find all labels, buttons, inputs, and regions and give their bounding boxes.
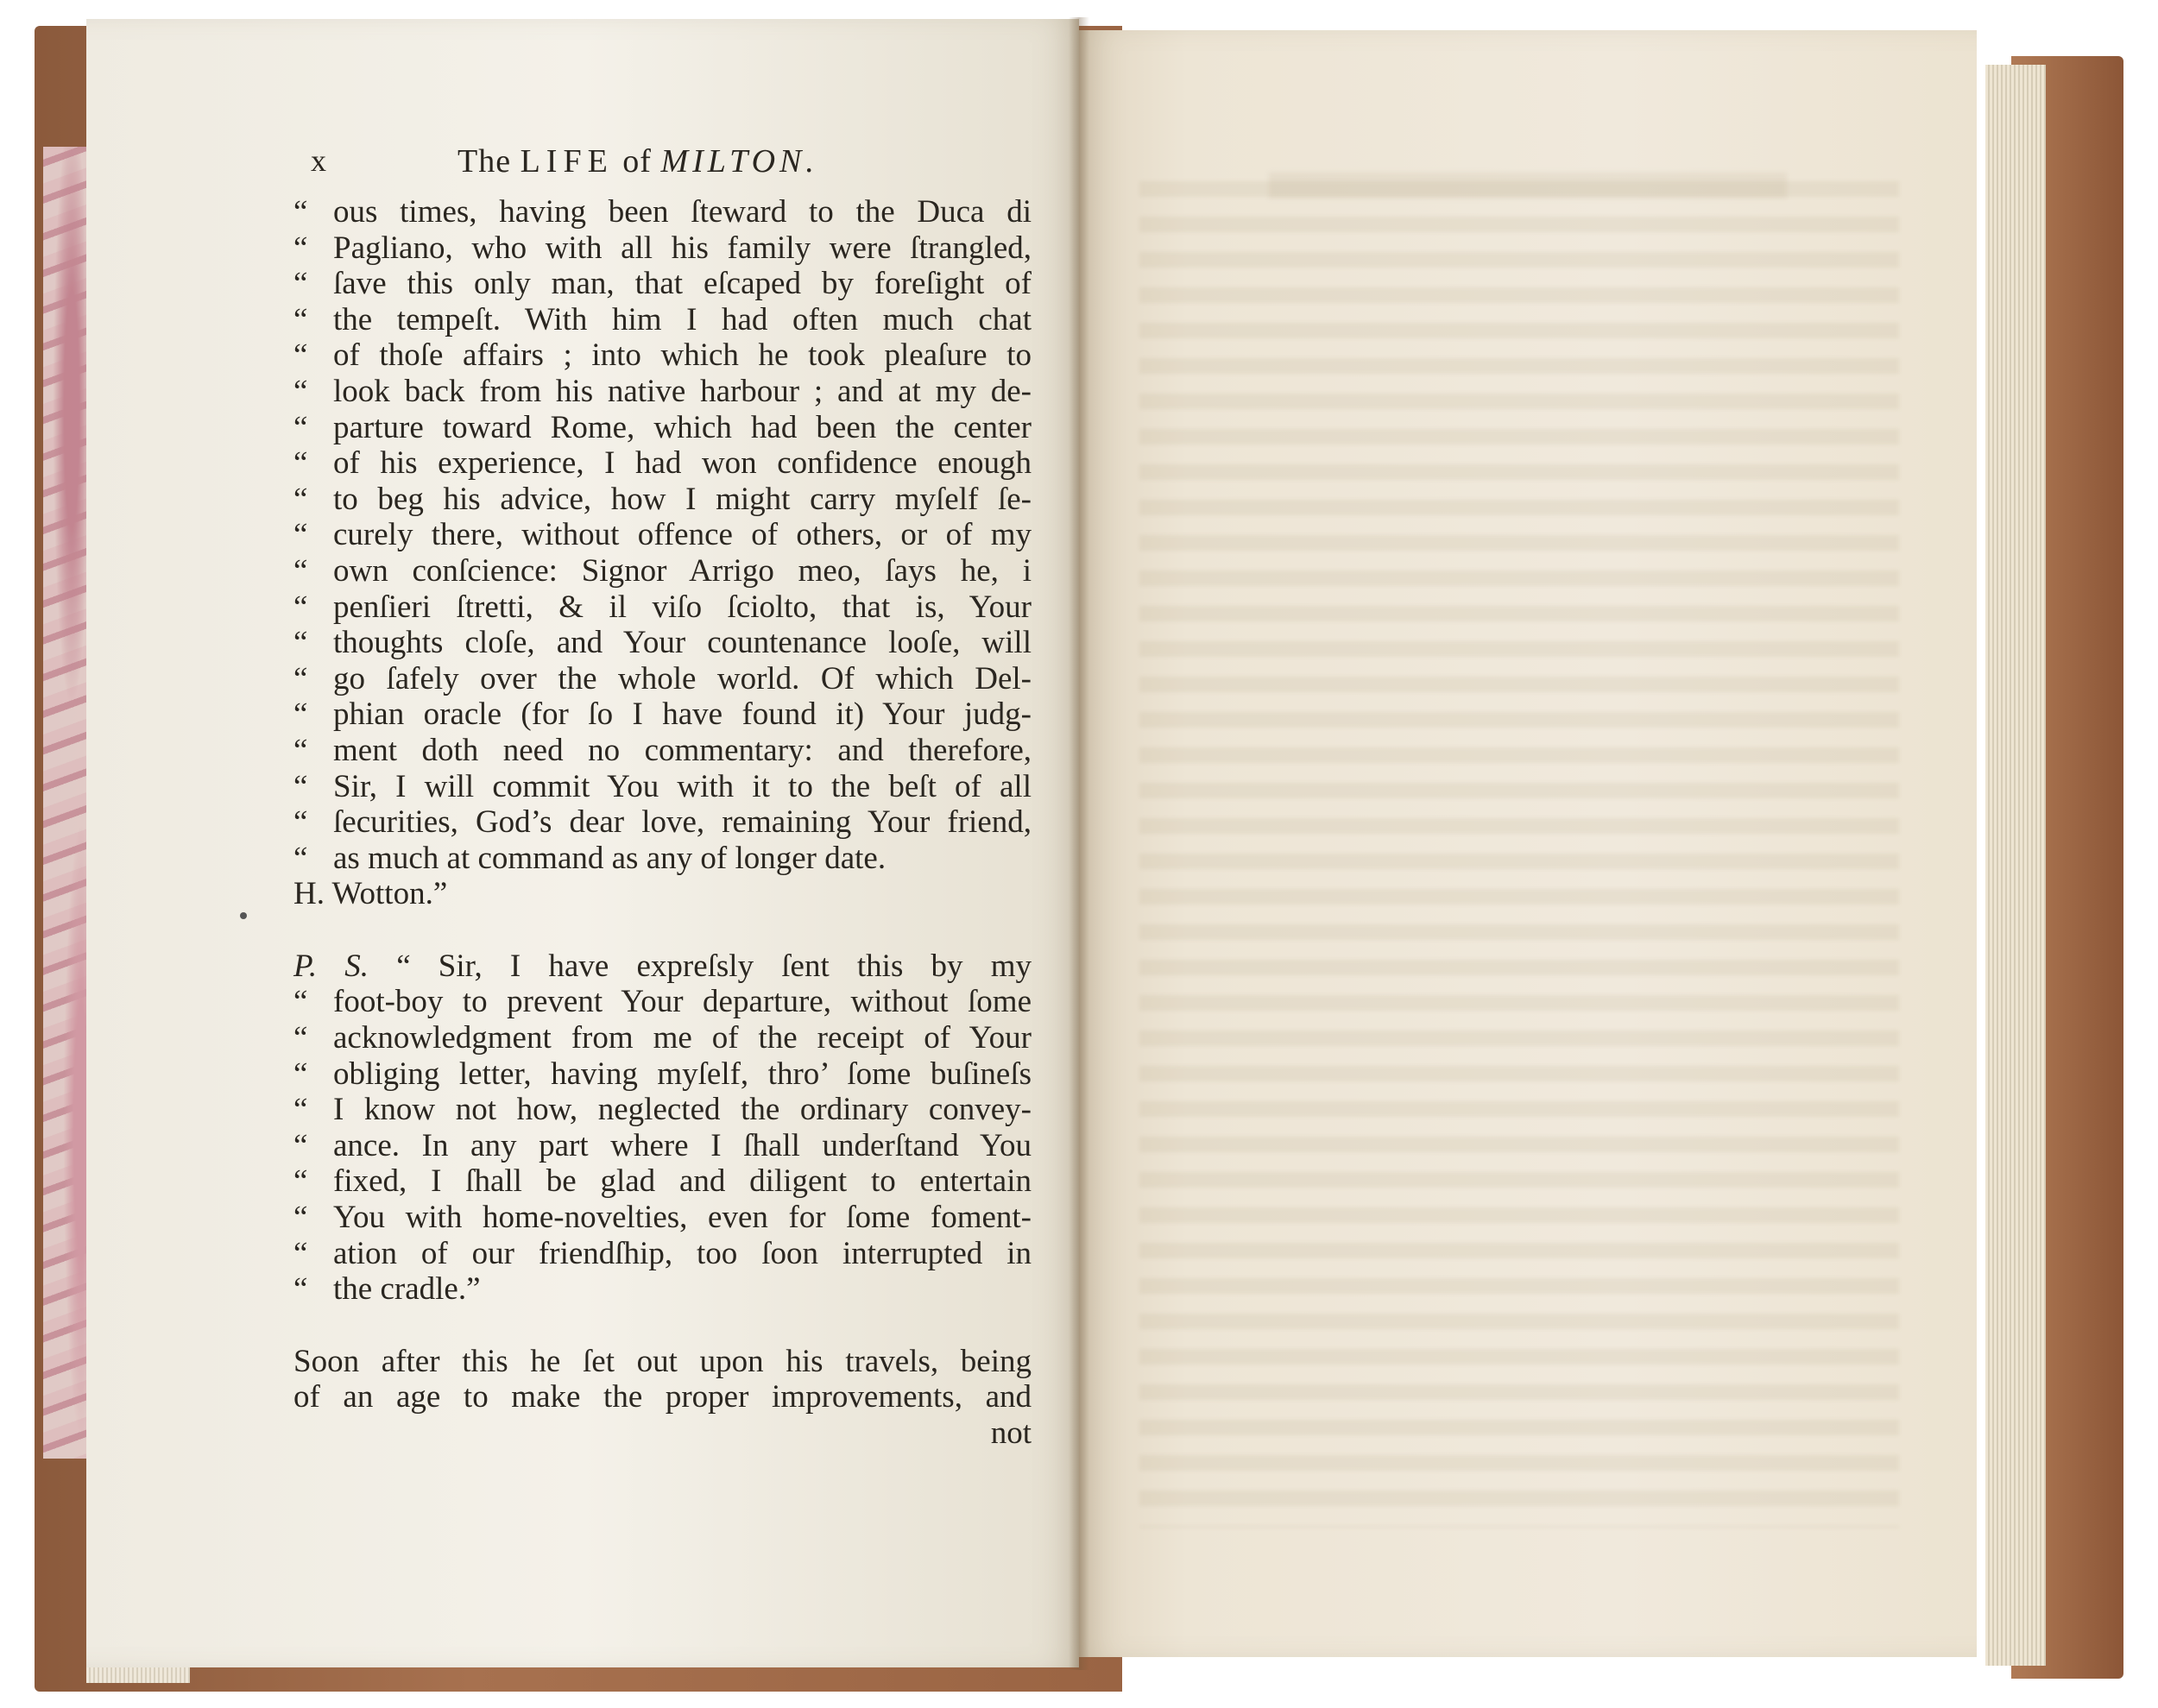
book-gutter — [1069, 17, 1089, 1670]
text-line — [293, 984, 1032, 1020]
text-line — [293, 410, 1032, 446]
catchword-line — [293, 1415, 1032, 1452]
ps-first-line — [293, 949, 1032, 985]
ps-label: P. S. — [293, 948, 369, 984]
quote-mark: “ — [293, 1056, 308, 1092]
letter-quotation — [293, 194, 1032, 876]
line-text: as much at command as any of longer date. — [333, 840, 887, 876]
text-line — [293, 1200, 1032, 1236]
text-line — [293, 769, 1032, 805]
quote-mark: “ — [293, 840, 308, 876]
line-text: ſecurities, God’s dear love, remaining Your friend, — [333, 804, 1032, 841]
text-line — [293, 733, 1032, 769]
quote-mark: “ — [293, 804, 308, 841]
line-text: ſave this only man, that eſcaped by foreſight of — [333, 266, 1032, 302]
line-text: You with home-novelties, even for ſome foment- — [333, 1200, 1032, 1236]
quote-mark: “ — [293, 1127, 308, 1163]
line-text: thoughts cloſe, and Your countenance looſe, will — [333, 625, 1032, 661]
quote-mark: “ — [293, 1092, 308, 1128]
quote-mark: “ — [293, 552, 308, 589]
ink-spot — [240, 912, 247, 919]
line-text: ance. In any part where I ſhall underſtand You — [333, 1127, 1032, 1163]
line-text: phian oracle (for ſo I have found it) Your judg- — [333, 696, 1032, 733]
quote-mark: “ — [293, 1020, 308, 1056]
ps-opening: “ Sir, I have expreſsly ſent this by my — [396, 948, 1032, 984]
text-line — [293, 517, 1032, 553]
catchword: not — [990, 1415, 1032, 1451]
line-text: I know not how, neglected the ordinary convey- — [333, 1092, 1032, 1128]
text-line — [293, 696, 1032, 733]
text-line — [293, 337, 1032, 374]
quote-mark: “ — [293, 625, 308, 661]
line-text: of his experience, I had won confidence enough — [333, 445, 1032, 482]
quote-mark: “ — [293, 1235, 308, 1271]
right-page-edges — [1985, 65, 2046, 1666]
quote-mark: “ — [293, 266, 308, 302]
quote-mark: “ — [293, 768, 308, 804]
title-life: LIFE — [520, 143, 614, 180]
quote-mark: “ — [293, 409, 308, 445]
quote-mark: “ — [293, 230, 308, 266]
line-text: of thoſe affairs ; into which he took pleaſure to — [333, 337, 1032, 374]
text-line — [293, 482, 1032, 518]
text-line — [293, 553, 1032, 589]
text-line — [293, 445, 1032, 482]
line-text: parture toward Rome, which had been the center — [333, 409, 1032, 445]
signature-line — [293, 876, 1032, 912]
line-text: own conſcience: Signor Arrigo meo, ſays he, i — [333, 552, 1032, 589]
quote-mark: “ — [293, 373, 308, 409]
line-text: foot-boy to prevent Your departure, without ſome — [333, 984, 1032, 1020]
text-line — [293, 1236, 1032, 1272]
quote-mark: “ — [293, 337, 308, 374]
text-line — [293, 589, 1032, 626]
line-text: Pagliano, who with all his family were ſtrangled, — [333, 230, 1032, 266]
text-line — [293, 194, 1032, 230]
text-line — [293, 661, 1032, 697]
line-text: the tempeſt. With him I had often much chat — [333, 301, 1032, 337]
text-line — [293, 1379, 1032, 1415]
line-text: Soon after this he ſet out upon his travels, being — [293, 1343, 1032, 1379]
line-text: acknowledgment from me of the receipt of Your — [333, 1020, 1032, 1056]
line-text: to beg his advice, how I might carry myſelf ſe- — [333, 481, 1032, 517]
text-line — [293, 1056, 1032, 1093]
quote-mark: “ — [293, 732, 308, 768]
text-line — [293, 841, 1032, 877]
text-line — [293, 302, 1032, 338]
signature: H. Wotton.” — [293, 876, 448, 912]
line-text: Sir, I will commit You with it to the beſt of all — [333, 768, 1032, 804]
quote-mark: “ — [293, 517, 308, 553]
line-text: the cradle.” — [333, 1271, 481, 1308]
quote-mark: “ — [293, 984, 308, 1020]
quote-mark: “ — [293, 1200, 308, 1236]
line-text: ment doth need no commentary: and therefore, — [333, 732, 1032, 768]
ps-first-line-text — [293, 949, 1032, 985]
text-line — [293, 1344, 1032, 1380]
line-text: obliging letter, having myſelf, thro’ ſome buſineſs — [333, 1056, 1032, 1092]
quote-mark: “ — [293, 445, 308, 482]
line-text: look back from his native harbour ; and at my de- — [333, 373, 1032, 409]
text-line — [293, 1092, 1032, 1128]
line-text: fixed, I ſhall be glad and diligent to entertain — [333, 1163, 1032, 1200]
quote-mark: “ — [293, 696, 308, 733]
line-text: curely there, without offence of others, or of my — [333, 517, 1032, 553]
show-through-text — [1139, 181, 1899, 1528]
text-line — [293, 625, 1032, 661]
postscript — [293, 984, 1032, 1307]
quote-mark: “ — [293, 194, 308, 230]
page-title — [457, 142, 818, 180]
text-line — [293, 1128, 1032, 1164]
quote-mark: “ — [293, 1163, 308, 1200]
text-line — [293, 230, 1032, 267]
text-line — [293, 266, 1032, 302]
line-text: of an age to make the proper improvements, and — [293, 1379, 1032, 1415]
quote-mark: “ — [293, 481, 308, 517]
text-line — [293, 804, 1032, 841]
line-text: ous times, having been ſteward to the Duca di — [333, 194, 1032, 230]
left-page-text — [293, 142, 1032, 1452]
page-number: x — [311, 143, 327, 178]
line-text: ation of our friendſhip, too ſoon interrupted in — [333, 1235, 1032, 1271]
title-of: of — [622, 143, 652, 180]
text-line — [293, 1020, 1032, 1056]
line-text: penſieri ſtretti, & il viſo ſciolto, that is, Your — [333, 589, 1032, 625]
text-line — [293, 1163, 1032, 1200]
text-line — [293, 374, 1032, 410]
running-head — [293, 142, 1032, 194]
line-text: go ſafely over the whole world. Of which Del- — [333, 660, 1032, 696]
quote-mark: “ — [293, 589, 308, 625]
quote-mark: “ — [293, 660, 308, 696]
quote-mark: “ — [293, 301, 308, 337]
title-milton: MILTON. — [660, 143, 818, 180]
closing-paragraph — [293, 1344, 1032, 1415]
text-line — [293, 1271, 1032, 1308]
title-the: The — [457, 143, 512, 180]
quote-mark: “ — [293, 1271, 308, 1308]
